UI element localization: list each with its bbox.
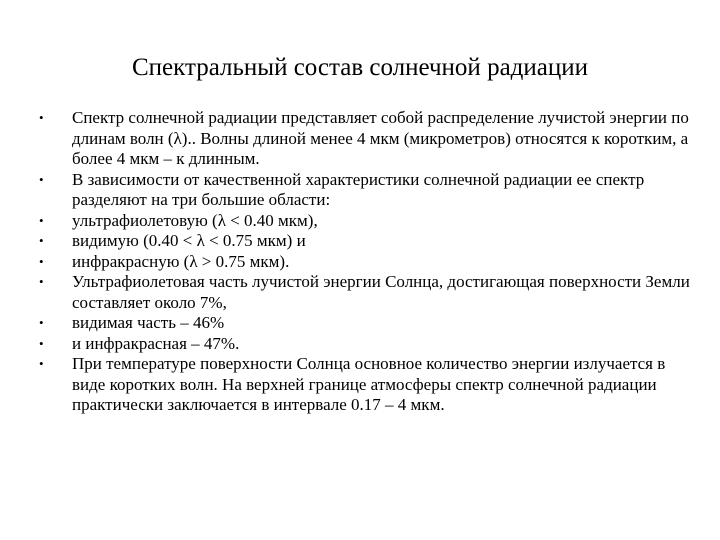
bullet-icon: • — [39, 171, 44, 187]
list-item — [36, 170, 696, 211]
bullet-icon: • — [39, 356, 44, 371]
list-item — [36, 211, 696, 232]
bullet-icon: • — [39, 110, 44, 125]
slide-title: Спектральный состав солнечной радиации — [132, 54, 588, 81]
bullet-icon: • — [39, 315, 44, 330]
list-item-text: Спектр солнечной радиации представляет собой распределение лучистой энергии по длинам волн (λ).. Волны длиной менее 4 мкм (микрометров) относятся к коротким, а более 4 мкм – к длинным. — [72, 108, 689, 168]
list-item — [36, 334, 696, 355]
list-item — [36, 272, 696, 313]
list-item-text: видимая часть – 46% — [72, 313, 225, 332]
list-item — [36, 313, 696, 334]
list-item — [36, 354, 696, 416]
list-item-text: и инфракрасная – 47%. — [72, 333, 240, 353]
bullet-icon: • — [39, 253, 44, 269]
list-item-text: инфракрасную (λ > 0.75 мкм). — [72, 251, 290, 271]
bullet-icon: • — [39, 335, 44, 351]
list-item — [36, 252, 696, 273]
bullet-icon: • — [39, 212, 44, 228]
bullet-icon: • — [39, 233, 44, 248]
list-item — [36, 108, 696, 170]
bullet-list — [36, 108, 696, 416]
list-item-text: видимую (0.40 < λ < 0.75 мкм) и — [72, 231, 306, 250]
list-item-text: При температуре поверхности Солнца основное количество энергии излучается в виде коротких волн. На верхней границе атмосферы спектр солнечной радиации практически заключается в интервале 0.17 – 4 мкм. — [72, 354, 666, 414]
list-item-text: ультрафиолетовую (λ < 0.40 мкм), — [72, 210, 318, 230]
list-item-text: Ультрафиолетовая часть лучистой энергии Солнца, достигающая поверхности Земли составляет около 7%, — [72, 272, 690, 312]
list-item-text: В зависимости от качественной характеристики солнечной радиации ее спектр разделяют на три большие области: — [72, 169, 645, 209]
list-item — [36, 231, 696, 252]
bullet-icon: • — [39, 274, 44, 289]
